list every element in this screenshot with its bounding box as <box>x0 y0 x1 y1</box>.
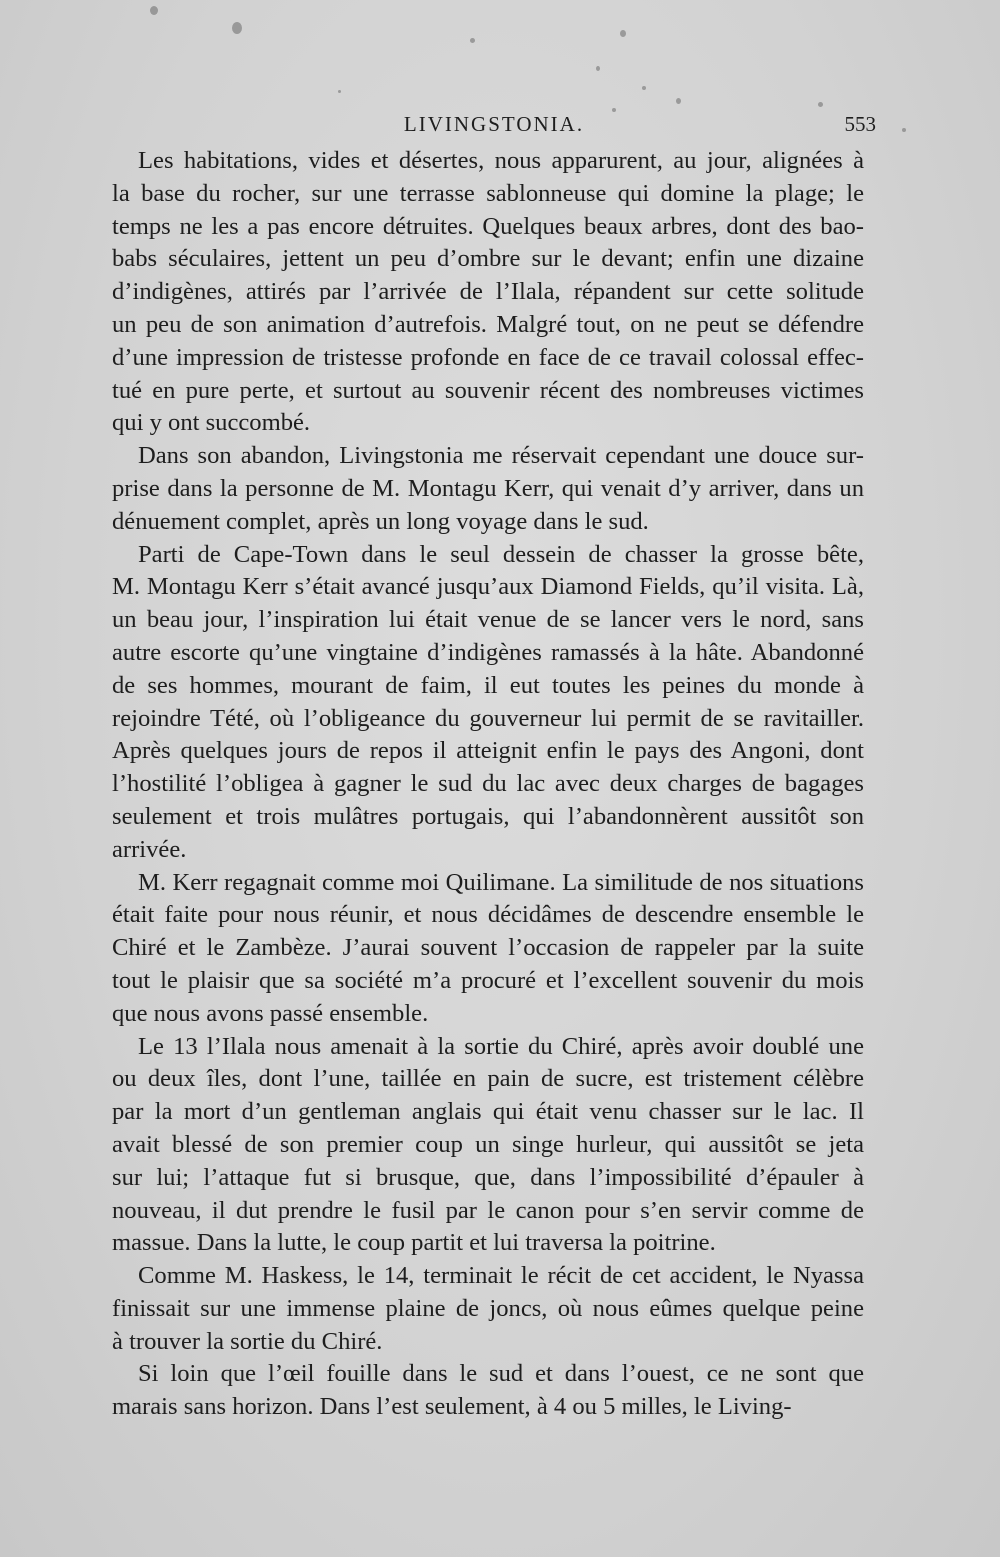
text-line: dénuement complet, après un long voyage dans le sud. <box>112 507 649 535</box>
text-line: massue. Dans la lutte, le coup partit et lui traversa la poitrine. <box>112 1229 716 1257</box>
ink-speck <box>338 90 341 93</box>
text-line: par la mort d’un gentleman anglais qui était venu chasser sur le lac. Il <box>112 1098 864 1126</box>
ink-speck <box>902 128 906 132</box>
paragraph <box>112 1260 864 1358</box>
text-line: sur lui; l’attaque fut si brusque, que, dans l’impossibilité d’épauler à <box>112 1163 864 1191</box>
paragraph <box>112 1031 864 1261</box>
page-number: 553 <box>844 112 876 136</box>
paragraph <box>112 867 864 1031</box>
paragraph <box>112 440 864 538</box>
text-line: Dans son abandon, Livingstonia me réservait cependant une douce sur- <box>138 442 864 470</box>
text-line: tout le plaisir que sa société m’a procuré et l’excellent souvenir du mois <box>112 966 864 994</box>
text-line: Chiré et le Zambèze. J’aurai souvent l’occasion de rappeler par la suite <box>112 934 864 962</box>
body-text <box>112 145 864 1424</box>
paragraph <box>112 539 864 867</box>
text-line: un peu de son animation d’autrefois. Malgré tout, on ne peut se défendre <box>112 310 864 338</box>
text-line: prise dans la personne de M. Montagu Kerr, qui venait d’y arriver, dans un <box>112 474 864 502</box>
text-line: de ses hommes, mourant de faim, il eut toutes les peines du monde à <box>112 671 864 699</box>
text-line: d’une impression de tristesse profonde en face de ce travail colossal effec- <box>112 343 864 371</box>
ink-speck <box>676 98 681 104</box>
ink-speck <box>596 66 600 71</box>
text-line: Le 13 l’Ilala nous amenait à la sortie du Chiré, après avoir doublé une <box>138 1032 864 1060</box>
text-line: babs séculaires, jettent un peu d’ombre sur le devant; enfin une dizaine <box>112 245 864 273</box>
text-line: Parti de Cape-Town dans le seul dessein de chasser la grosse bête, <box>138 540 864 568</box>
text-line: un beau jour, l’inspiration lui était venue de se lancer vers le nord, sans <box>112 606 864 634</box>
text-line: Après quelques jours de repos il atteignit enfin le pays des Angoni, dont <box>112 737 864 765</box>
text-line: l’hostilité l’obligea à gagner le sud du lac avec deux charges de bagages <box>112 770 864 798</box>
paragraph <box>112 1358 864 1424</box>
text-line: nouveau, il dut prendre le fusil par le canon pour s’en servir comme de <box>112 1196 864 1224</box>
text-line: d’indigènes, attirés par l’arrivée de l’Ilala, répandent sur cette solitude <box>112 278 864 306</box>
text-line: finissait sur une immense plaine de joncs, où nous eûmes quelque peine <box>112 1294 864 1322</box>
running-head: LIVINGSTONIA. <box>403 112 585 136</box>
text-line: rejoindre Tété, où l’obligeance du gouverneur lui permit de se ravitailler. <box>112 704 864 732</box>
text-line: Si loin que l’œil fouille dans le sud et dans l’ouest, ce ne sont que <box>138 1360 864 1388</box>
paragraph <box>112 145 864 440</box>
text-line: arrivée. <box>112 835 187 863</box>
text-line: à trouver la sortie du Chiré. <box>112 1327 383 1355</box>
ink-speck <box>818 102 823 107</box>
text-line: Les habitations, vides et désertes, nous apparurent, au jour, alignées à <box>138 147 864 174</box>
ink-speck <box>232 22 242 34</box>
text-line: M. Montagu Kerr s’était avancé jusqu’aux Diamond Fields, qu’il visita. Là, <box>112 573 864 601</box>
ink-speck <box>642 86 646 90</box>
text-line: M. Kerr regagnait comme moi Quilimane. La similitude de nos situations <box>138 868 864 896</box>
text-line: seulement et trois mulâtres portugais, qui l’abandonnèrent aussitôt son <box>112 802 864 830</box>
text-line: que nous avons passé ensemble. <box>112 999 429 1027</box>
ink-speck <box>620 30 626 37</box>
page-header <box>112 108 876 142</box>
text-line: était faite pour nous réunir, et nous décidâmes de descendre ensemble le <box>112 901 864 929</box>
text-line: autre escorte qu’une vingtaine d’indigènes ramassés à la hâte. Abandonné <box>112 638 864 666</box>
text-line: tué en pure perte, et surtout au souvenir récent des nombreuses victimes <box>112 376 864 404</box>
text-line: marais sans horizon. Dans l’est seulement, à 4 ou 5 milles, le Living- <box>112 1393 792 1421</box>
text-line: ou deux îles, dont l’une, taillée en pain de sucre, est tristement célèbre <box>112 1065 864 1093</box>
text-line: temps ne les a pas encore détruites. Quelques beaux arbres, dont des bao- <box>112 212 864 240</box>
ink-speck <box>150 6 158 15</box>
text-line: Comme M. Haskess, le 14, terminait le récit de cet accident, le Nyassa <box>138 1262 864 1290</box>
text-line: la base du rocher, sur une terrasse sablonneuse qui domine la plage; le <box>112 179 864 207</box>
ink-speck <box>470 38 475 43</box>
text-line: qui y ont succombé. <box>112 409 311 437</box>
text-line: avait blessé de son premier coup un singe hurleur, qui aussitôt se jeta <box>112 1130 864 1158</box>
